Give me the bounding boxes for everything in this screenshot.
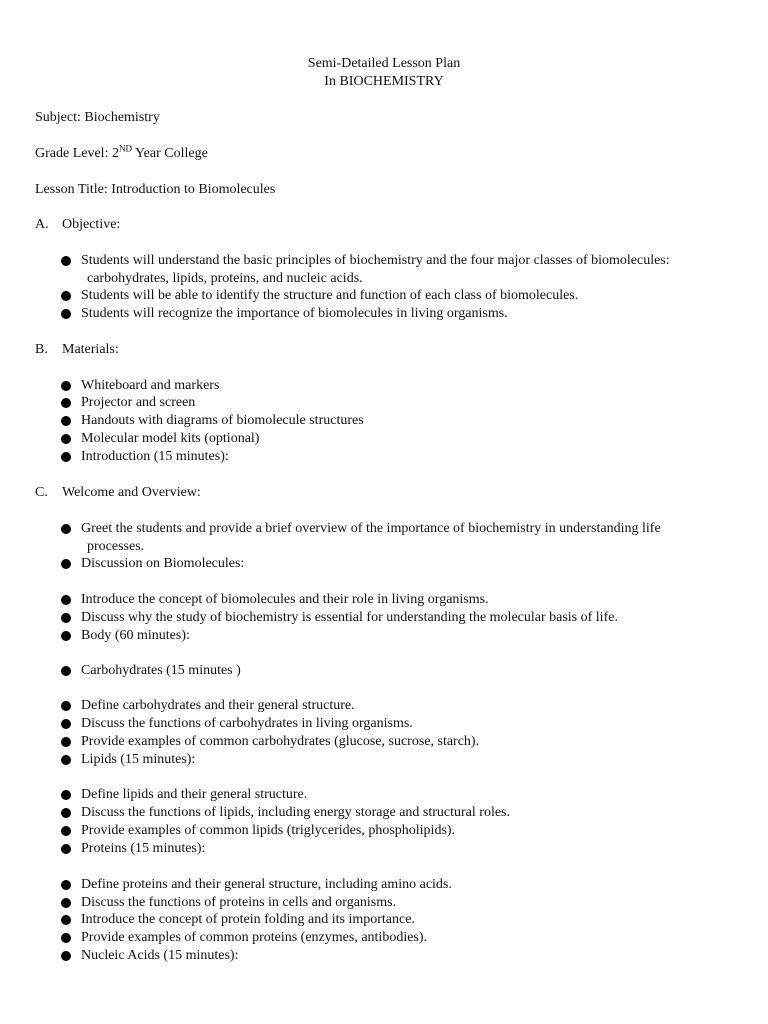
section-b-title: Materials: [62, 342, 119, 357]
list-item: Discuss the functions of carbohydrates in living organisms. [81, 716, 413, 731]
bullet-icon [61, 381, 71, 391]
bullet-icon [61, 737, 71, 747]
section-a-letter: A. [35, 217, 49, 232]
section-c-letter: C. [35, 485, 48, 500]
bullet-icon [61, 398, 71, 408]
list-item: Carbohydrates (15 minutes ) [81, 663, 241, 678]
list-item: Greet the students and provide a brief overview of the importance of biochemistry in understanding life [81, 521, 661, 536]
list-item: Nucleic Acids (15 minutes): [81, 948, 239, 963]
bullet-icon [61, 755, 71, 765]
bullet-icon [61, 595, 71, 605]
list-item: Introduction (15 minutes): [81, 449, 229, 464]
list-item: Discuss the functions of lipids, including energy storage and structural roles. [81, 805, 510, 820]
grade-suffix: Year College [131, 146, 208, 161]
list-item: Molecular model kits (optional) [81, 431, 260, 446]
bullet-icon [61, 880, 71, 890]
list-item: Proteins (15 minutes): [81, 841, 206, 856]
bullet-icon [61, 701, 71, 711]
list-item: Discuss the functions of proteins in cells and organisms. [81, 895, 397, 910]
list-item: Students will be able to identify the structure and function of each class of biomolecules. [81, 288, 579, 303]
bullet-icon [61, 790, 71, 800]
bullet-icon [61, 524, 71, 534]
bullet-icon [61, 291, 71, 301]
bullet-icon [61, 559, 71, 569]
list-item: Define lipids and their general structure. [81, 787, 308, 802]
section-b-letter: B. [35, 342, 48, 357]
list-item: Define carbohydrates and their general structure. [81, 698, 355, 713]
doc-title-line2: In BIOCHEMISTRY [324, 74, 444, 89]
bullet-icon [61, 933, 71, 943]
list-item: Body (60 minutes): [81, 628, 190, 643]
list-item-continuation: processes. [87, 539, 145, 554]
list-item: Introduce the concept of protein folding and its importance. [81, 912, 415, 927]
bullet-icon [61, 951, 71, 961]
grade-superscript: ND [118, 143, 132, 154]
bullet-icon [61, 719, 71, 729]
list-item: Whiteboard and markers [81, 378, 220, 393]
bullet-icon [61, 256, 71, 266]
bullet-icon [61, 915, 71, 925]
bullet-icon [61, 309, 71, 319]
list-item: Discussion on Biomolecules: [81, 556, 245, 571]
bullet-icon [61, 434, 71, 444]
list-item-continuation: carbohydrates, lipids, proteins, and nucleic acids. [87, 271, 363, 286]
list-item: Provide examples of common lipids (triglycerides, phospholipids). [81, 823, 456, 838]
bullet-icon [61, 826, 71, 836]
list-item: Handouts with diagrams of biomolecule structures [81, 413, 364, 428]
bullet-icon [61, 844, 71, 854]
list-item: Discuss why the study of biochemistry is essential for understanding the molecular basis of life. [81, 610, 618, 625]
list-item: Provide examples of common proteins (enzymes, antibodies). [81, 930, 428, 945]
bullet-icon [61, 808, 71, 818]
list-item: Students will recognize the importance of biomolecules in living organisms. [81, 306, 508, 321]
bullet-icon [61, 631, 71, 641]
grade-level-line [35, 145, 208, 163]
list-item: Projector and screen [81, 395, 196, 410]
list-item: Introduce the concept of biomolecules and their role in living organisms. [81, 592, 489, 607]
bullet-icon [61, 666, 71, 676]
list-item: Define proteins and their general structure, including amino acids. [81, 877, 452, 892]
bullet-icon [61, 416, 71, 426]
bullet-icon [61, 898, 71, 908]
list-item: Students will understand the basic principles of biochemistry and the four major classes of biomolecules: [81, 253, 670, 268]
bullet-icon [61, 452, 71, 462]
subject-line: Subject: Biochemistry [35, 110, 160, 125]
section-c-title: Welcome and Overview: [62, 485, 201, 500]
section-a-title: Objective: [62, 217, 121, 232]
list-item: Provide examples of common carbohydrates (glucose, sucrose, starch). [81, 734, 480, 749]
lesson-title-line: Lesson Title: Introduction to Biomolecules [35, 182, 276, 197]
bullet-icon [61, 613, 71, 623]
grade-prefix: Grade Level: 2 [35, 146, 119, 161]
doc-title-line1: Semi-Detailed Lesson Plan [307, 56, 461, 71]
list-item: Lipids (15 minutes): [81, 752, 196, 767]
